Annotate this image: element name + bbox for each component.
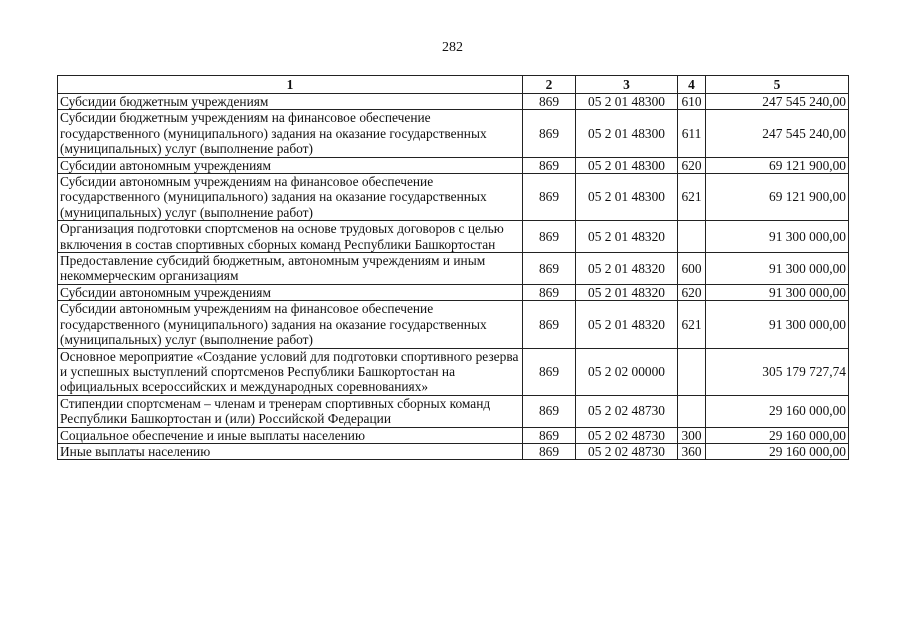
row-admin-code: 869 (523, 110, 576, 157)
row-amount: 29 160 000,00 (706, 395, 849, 427)
row-target-code: 05 2 02 48730 (576, 395, 678, 427)
row-admin-code: 869 (523, 348, 576, 395)
header-row (58, 76, 849, 94)
row-name: Стипендии спортсменам – членам и тренерам спортивных сборных команд Республики Башкортостан и (или) Российской Федерации (58, 395, 523, 427)
row-expense-type: 611 (678, 110, 706, 157)
row-expense-type (678, 348, 706, 395)
row-name: Основное мероприятие «Создание условий для подготовки спортивного резерва и успешных выступлений спортсменов Республики Башкортостан на официальных всероссийских и международных соревнованиях» (58, 348, 523, 395)
row-target-code: 05 2 01 48320 (576, 221, 678, 253)
row-name: Субсидии автономным учреждениям на финансовое обеспечение государственного (муниципального) задания на оказание государственных (муниципальных) услуг (выполнение работ) (58, 174, 523, 221)
row-expense-type: 610 (678, 94, 706, 110)
header-col-name: 1 (58, 76, 523, 94)
row-expense-type (678, 221, 706, 253)
table-row (58, 443, 849, 459)
row-amount: 69 121 900,00 (706, 157, 849, 173)
row-admin-code: 869 (523, 253, 576, 285)
table-row (58, 174, 849, 221)
row-amount: 91 300 000,00 (706, 301, 849, 348)
header-col-vr: 4 (678, 76, 706, 94)
row-expense-type: 360 (678, 443, 706, 459)
row-target-code: 05 2 01 48320 (576, 284, 678, 300)
row-amount: 247 545 240,00 (706, 94, 849, 110)
row-target-code: 05 2 01 48320 (576, 253, 678, 285)
row-amount: 91 300 000,00 (706, 284, 849, 300)
row-name: Субсидии автономным учреждениям на финансовое обеспечение государственного (муниципального) задания на оказание государственных (муниципальных) услуг (выполнение работ) (58, 301, 523, 348)
row-expense-type: 300 (678, 427, 706, 443)
row-name: Субсидии бюджетным учреждениям (58, 94, 523, 110)
row-name: Субсидии автономным учреждениям (58, 284, 523, 300)
row-target-code: 05 2 01 48320 (576, 301, 678, 348)
row-admin-code: 869 (523, 94, 576, 110)
table-row (58, 157, 849, 173)
header-col-amount: 5 (706, 76, 849, 94)
table-row (58, 221, 849, 253)
row-expense-type: 621 (678, 301, 706, 348)
row-target-code: 05 2 01 48300 (576, 110, 678, 157)
row-expense-type: 621 (678, 174, 706, 221)
row-admin-code: 869 (523, 395, 576, 427)
row-expense-type (678, 395, 706, 427)
table-row (58, 427, 849, 443)
table-row (58, 110, 849, 157)
row-admin-code: 869 (523, 301, 576, 348)
row-target-code: 05 2 02 48730 (576, 443, 678, 459)
row-admin-code: 869 (523, 174, 576, 221)
row-admin-code: 869 (523, 157, 576, 173)
row-name: Субсидии бюджетным учреждениям на финансовое обеспечение государственного (муниципального) задания на оказание государственных (муниципальных) услуг (выполнение работ) (58, 110, 523, 157)
table-row (58, 301, 849, 348)
row-admin-code: 869 (523, 221, 576, 253)
row-amount: 29 160 000,00 (706, 443, 849, 459)
row-name: Предоставление субсидий бюджетным, автономным учреждениям и иным некоммерческим организациям (58, 253, 523, 285)
table-row (58, 253, 849, 285)
row-name: Организация подготовки спортсменов на основе трудовых договоров с целью включения в состав спортивных сборных команд Республики Башкортостан (58, 221, 523, 253)
row-amount: 69 121 900,00 (706, 174, 849, 221)
row-admin-code: 869 (523, 427, 576, 443)
row-name: Социальное обеспечение и иные выплаты населению (58, 427, 523, 443)
row-amount: 247 545 240,00 (706, 110, 849, 157)
page-number: 282 (442, 40, 463, 55)
row-target-code: 05 2 01 48300 (576, 174, 678, 221)
row-target-code: 05 2 02 48730 (576, 427, 678, 443)
row-admin-code: 869 (523, 443, 576, 459)
row-amount: 305 179 727,74 (706, 348, 849, 395)
row-expense-type: 600 (678, 253, 706, 285)
row-expense-type: 620 (678, 157, 706, 173)
table-row (58, 94, 849, 110)
row-admin-code: 869 (523, 284, 576, 300)
row-amount: 91 300 000,00 (706, 221, 849, 253)
row-expense-type: 620 (678, 284, 706, 300)
row-target-code: 05 2 01 48300 (576, 94, 678, 110)
row-target-code: 05 2 01 48300 (576, 157, 678, 173)
header-col-adm: 2 (523, 76, 576, 94)
table-row (58, 395, 849, 427)
budget-table (57, 75, 849, 460)
row-name: Иные выплаты населению (58, 443, 523, 459)
row-amount: 91 300 000,00 (706, 253, 849, 285)
table-row (58, 348, 849, 395)
table-row (58, 284, 849, 300)
row-amount: 29 160 000,00 (706, 427, 849, 443)
header-col-csr: 3 (576, 76, 678, 94)
row-target-code: 05 2 02 00000 (576, 348, 678, 395)
row-name: Субсидии автономным учреждениям (58, 157, 523, 173)
